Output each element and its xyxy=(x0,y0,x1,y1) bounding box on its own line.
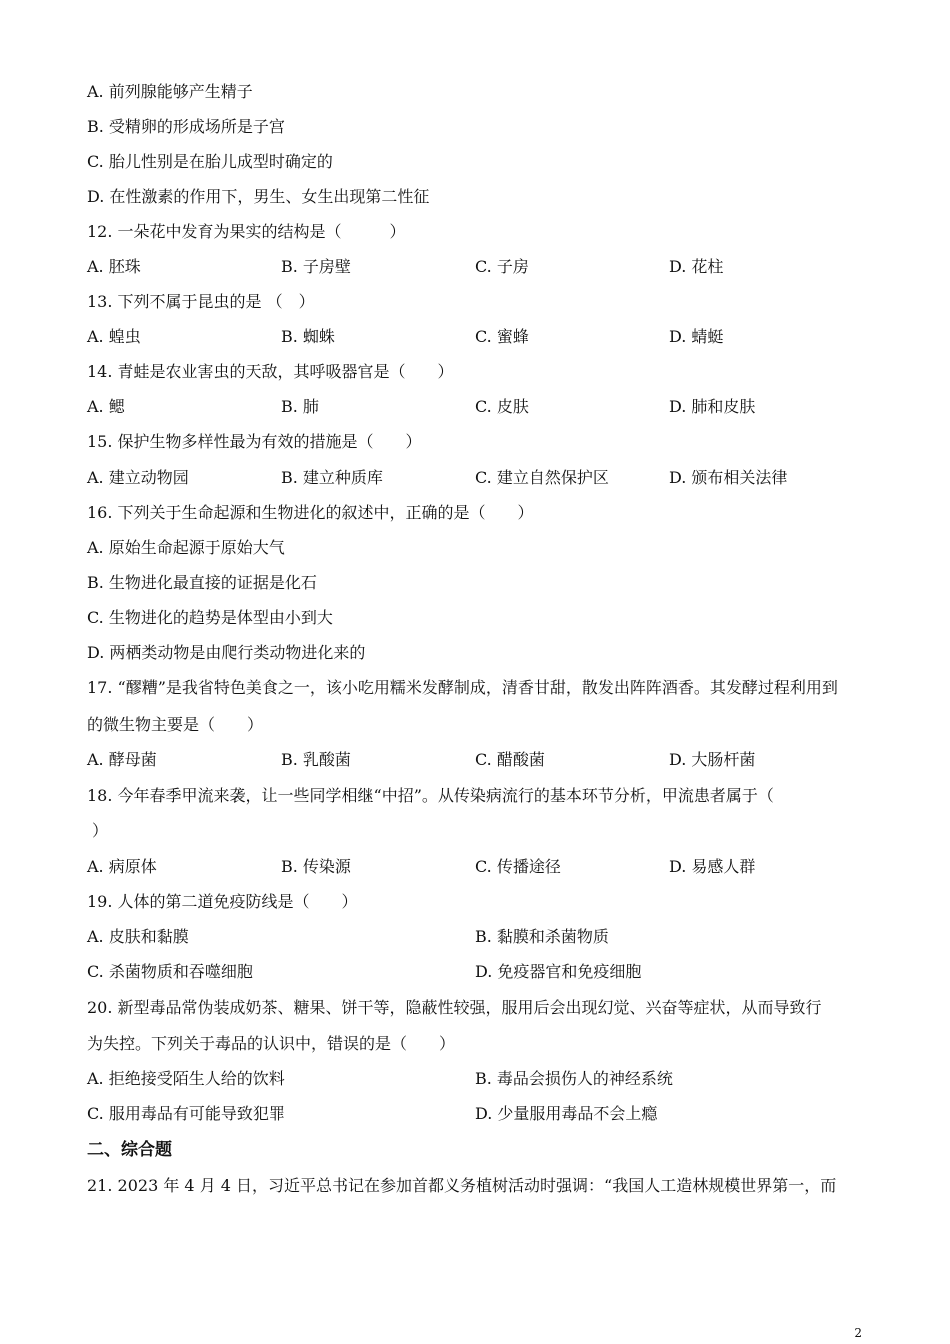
q13-option-a: A. 蝗虫 xyxy=(87,327,141,346)
q20-option-d: D. 少量服用毒品不会上瘾 xyxy=(475,1104,658,1123)
q16-option-a: A. 原始生命起源于原始大气 xyxy=(87,538,285,557)
q13-option-c: C. 蜜蜂 xyxy=(475,327,529,346)
q12-stem: 12. 一朵花中发育为果实的结构是（ ） xyxy=(87,222,406,241)
q19-option-a: A. 皮肤和黏膜 xyxy=(87,927,189,946)
q19-stem: 19. 人体的第二道免疫防线是（ ） xyxy=(87,892,358,911)
q18-option-c: C. 传播途径 xyxy=(475,857,561,876)
q13-option-d: D. 蜻蜓 xyxy=(669,327,724,346)
q17-option-a: A. 酵母菌 xyxy=(87,750,157,769)
q19-option-c: C. 杀菌物质和吞噬细胞 xyxy=(87,962,253,981)
q16-option-c: C. 生物进化的趋势是体型由小到大 xyxy=(87,608,333,627)
q16-option-d: D. 两栖类动物是由爬行类动物进化来的 xyxy=(87,643,366,662)
q15-option-a: A. 建立动物园 xyxy=(87,468,189,487)
q19-option-d: D. 免疫器官和免疫细胞 xyxy=(475,962,642,981)
q18-option-d: D. 易感人群 xyxy=(669,857,756,876)
q16-option-b: B. 生物进化最直接的证据是化石 xyxy=(87,573,317,592)
q20-option-c: C. 服用毒品有可能导致犯罪 xyxy=(87,1104,285,1123)
q14-option-d: D. 肺和皮肤 xyxy=(669,397,756,416)
q12-option-d: D. 花柱 xyxy=(669,257,724,276)
q17-option-b: B. 乳酸菌 xyxy=(281,750,351,769)
q11-option-d: D. 在性激素的作用下，男生、女生出现第二性征 xyxy=(87,187,430,206)
q11-option-c: C. 胎儿性别是在胎儿成型时确定的 xyxy=(87,152,333,171)
q20-stem-line1: 20. 新型毒品常伪装成奶茶、糖果、饼干等，隐蔽性较强，服用后会出现幻觉、兴奋等症状，从而导致行 xyxy=(87,998,822,1017)
q14-option-a: A. 鳃 xyxy=(87,397,125,416)
q12-option-c: C. 子房 xyxy=(475,257,529,276)
q17-option-c: C. 醋酸菌 xyxy=(475,750,545,769)
q14-option-b: B. 肺 xyxy=(281,397,319,416)
q18-stem-line2: ） xyxy=(92,821,109,840)
q20-option-b: B. 毒品会损伤人的神经系统 xyxy=(475,1069,673,1088)
q20-stem-line2: 为失控。下列关于毒品的认识中，错误的是（ ） xyxy=(87,1034,456,1053)
q16-stem: 16. 下列关于生命起源和生物进化的叙述中，正确的是（ ） xyxy=(87,503,534,522)
q11-option-a: A. 前列腺能够产生精子 xyxy=(87,82,253,101)
q15-option-c: C. 建立自然保护区 xyxy=(475,468,609,487)
page-number: 2 xyxy=(854,1326,862,1340)
q15-option-d: D. 颁布相关法律 xyxy=(669,468,788,487)
q12-option-a: A. 胚珠 xyxy=(87,257,141,276)
q13-option-b: B. 蜘蛛 xyxy=(281,327,335,346)
q21-stem-line1: 21. 2023 年 4 月 4 日，习近平总书记在参加首都义务植树活动时强调：“我国人工造林规模世界第一，而 xyxy=(87,1176,837,1195)
q15-stem: 15. 保护生物多样性最为有效的措施是（ ） xyxy=(87,432,422,451)
q19-option-b: B. 黏膜和杀菌物质 xyxy=(475,927,609,946)
q17-option-d: D. 大肠杆菌 xyxy=(669,750,756,769)
q12-option-b: B. 子房壁 xyxy=(281,257,351,276)
q13-stem: 13. 下列不属于昆虫的是 （ ） xyxy=(87,292,315,311)
q18-stem-line1: 18. 今年春季甲流来袭，让一些同学相继“中招”。从传染病流行的基本环节分析，甲流患者属于（ xyxy=(87,786,774,805)
q20-option-a: A. 拒绝接受陌生人给的饮料 xyxy=(87,1069,285,1088)
q17-stem-line2: 的微生物主要是（ ） xyxy=(87,715,264,734)
q14-stem: 14. 青蛙是农业害虫的天敌，其呼吸器官是（ ） xyxy=(87,362,454,381)
q17-stem-line1: 17. “醪糟”是我省特色美食之一，该小吃用糯米发酵制成，清香甘甜，散发出阵阵酒香。其发酵过程利用到 xyxy=(87,678,838,697)
section-heading: 二、综合题 xyxy=(87,1140,172,1160)
q18-option-a: A. 病原体 xyxy=(87,857,157,876)
q14-option-c: C. 皮肤 xyxy=(475,397,529,416)
q11-option-b: B. 受精卵的形成场所是子宫 xyxy=(87,117,285,136)
q18-option-b: B. 传染源 xyxy=(281,857,351,876)
q15-option-b: B. 建立种质库 xyxy=(281,468,383,487)
